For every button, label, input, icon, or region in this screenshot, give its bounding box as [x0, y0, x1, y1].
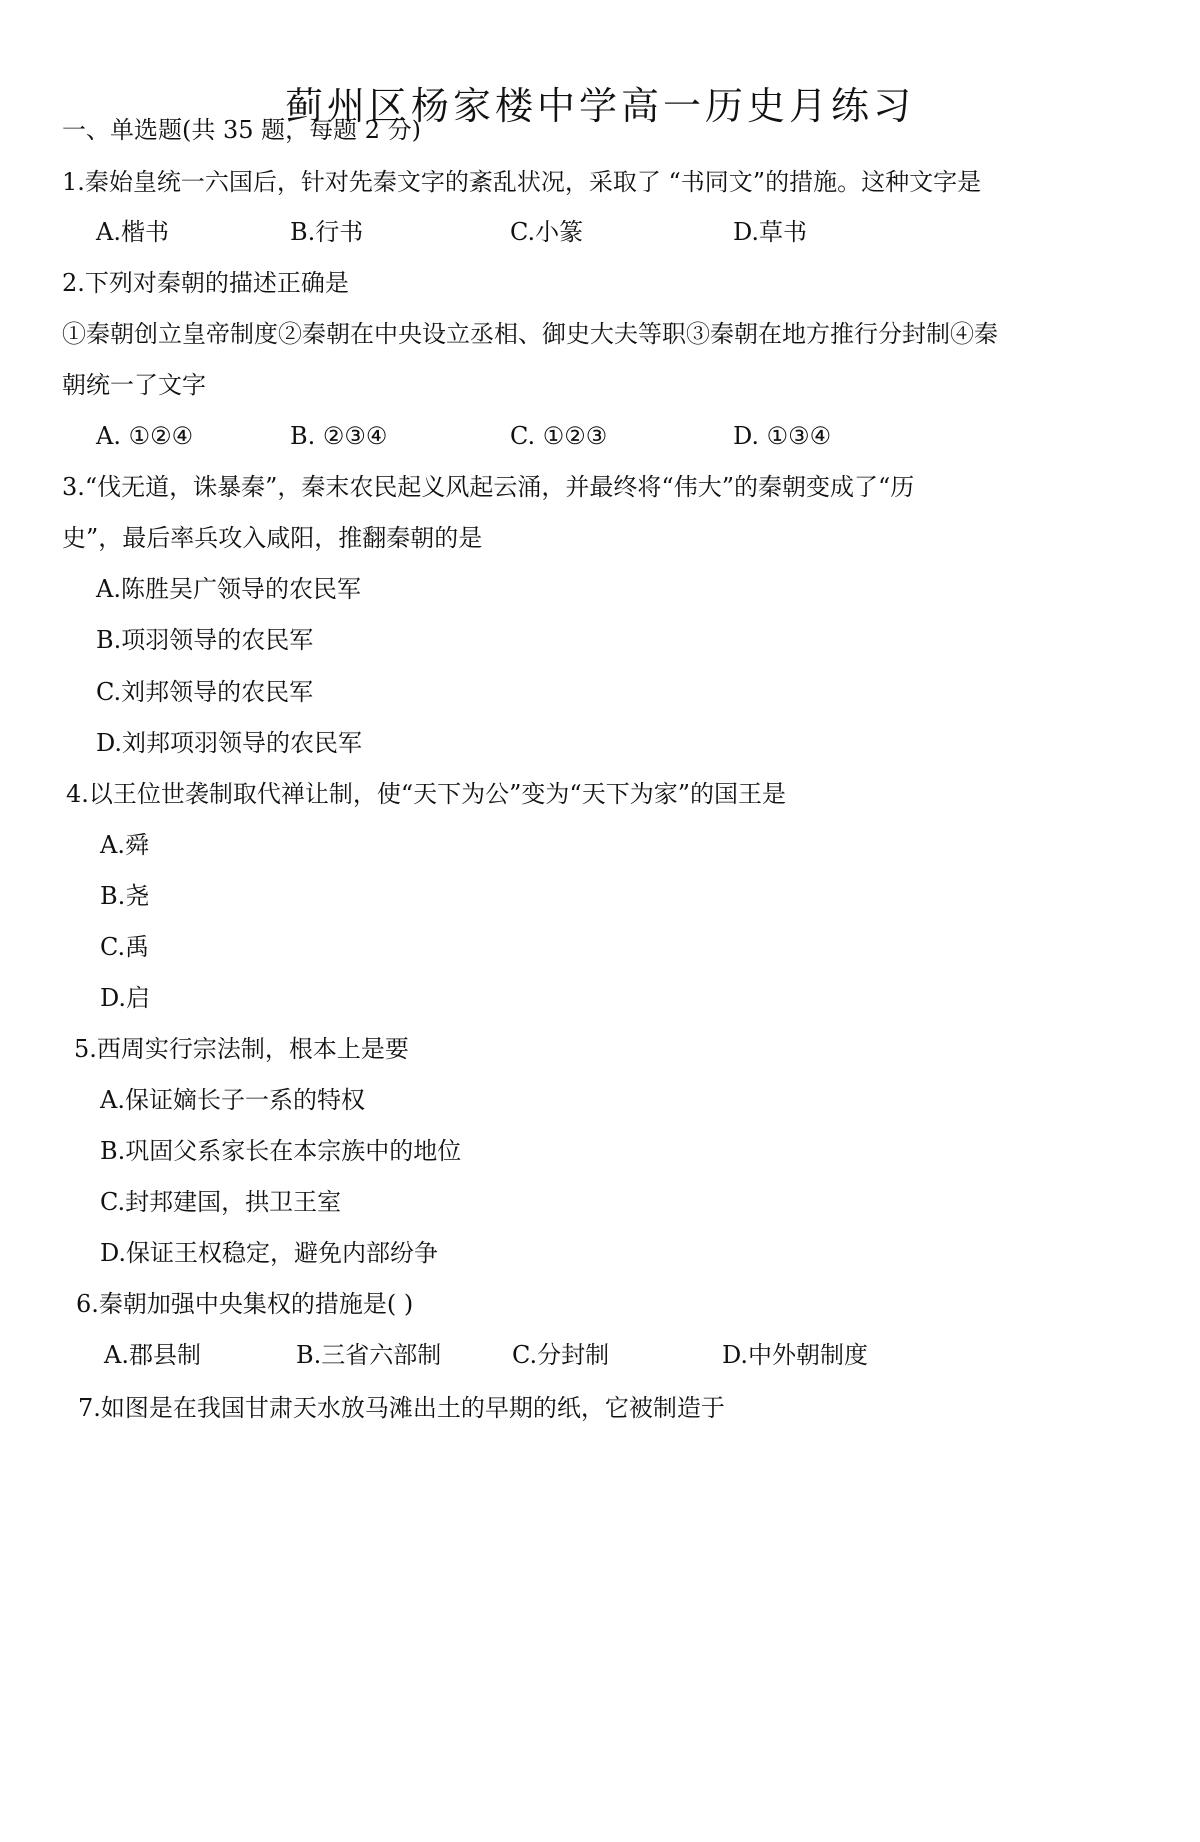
question-6-option-d: D.中外朝制度 — [722, 1341, 869, 1369]
question-2-option-a: A. ①②④ — [96, 422, 194, 450]
question-2-statements-line1: ①秦朝创立皇帝制度②秦朝在中央设立丞相、御史大夫等职③秦朝在地方推行分封制④秦 — [62, 320, 998, 348]
question-2-option-d: D. ①③④ — [733, 422, 832, 450]
question-4-option-c: C.禹 — [100, 933, 150, 961]
question-3-option-d: D.刘邦项羽领导的农民军 — [96, 729, 363, 757]
question-5-option-c: C.封邦建国，拱卫王室 — [100, 1188, 342, 1216]
question-7-stem: 7.如图是在我国甘肃天水放马滩出土的早期的纸，它被制造于 — [78, 1394, 725, 1422]
question-3-option-a: A.陈胜吴广领导的农民军 — [96, 575, 361, 603]
question-4-option-d: D.启 — [100, 984, 151, 1012]
question-1-option-d: D.草书 — [733, 218, 808, 246]
question-6-stem: 6.秦朝加强中央集权的措施是( ) — [76, 1290, 414, 1318]
page-title: 蓟州区杨家楼中学高一历史月练习 — [284, 84, 915, 128]
question-2-statements-line2: 朝统一了文字 — [62, 371, 206, 399]
question-4-stem: 4.以王位世袭制取代禅让制，使“天下为公”变为“天下为家”的国王是 — [66, 780, 786, 808]
question-5-stem: 5.西周实行宗法制，根本上是要 — [74, 1035, 409, 1063]
question-2-stem: 2.下列对秦朝的描述正确是 — [62, 269, 349, 297]
question-3-stem-line2: 史”，最后率兵攻入咸阳，推翻秦朝的是 — [62, 524, 483, 552]
question-3-option-b: B.项羽领导的农民军 — [96, 626, 314, 654]
question-5-option-a: A.保证嫡长子一系的特权 — [100, 1086, 365, 1114]
question-5-option-d: D.保证王权稳定，避免内部纷争 — [100, 1239, 439, 1267]
question-1-option-b: B.行书 — [290, 218, 364, 246]
question-1-option-a: A.楷书 — [96, 218, 169, 246]
question-6-option-b: B.三省六部制 — [296, 1341, 442, 1369]
question-2-option-c: C. ①②③ — [510, 422, 608, 450]
section-heading: 一、单选题(共 35 题，每题 2 分) — [62, 116, 422, 144]
question-4-option-a: A.舜 — [100, 831, 149, 859]
question-6-option-c: C.分封制 — [512, 1341, 610, 1369]
question-2-option-b: B. ②③④ — [290, 422, 388, 450]
question-1-option-c: C.小篆 — [510, 218, 584, 246]
question-3-option-c: C.刘邦领导的农民军 — [96, 678, 314, 706]
question-5-option-b: B.巩固父系家长在本宗族中的地位 — [100, 1137, 462, 1165]
question-3-stem-line1: 3.“伐无道，诛暴秦”，秦末农民起义风起云涌，并最终将“伟大”的秦朝变成了“历 — [62, 473, 915, 501]
question-6-option-a: A.郡县制 — [104, 1341, 201, 1369]
question-4-option-b: B.尧 — [100, 882, 150, 910]
question-1-stem: 1.秦始皇统一六国后，针对先秦文字的紊乱状况，采取了 “书同文”的措施。这种文字是 — [62, 168, 982, 196]
